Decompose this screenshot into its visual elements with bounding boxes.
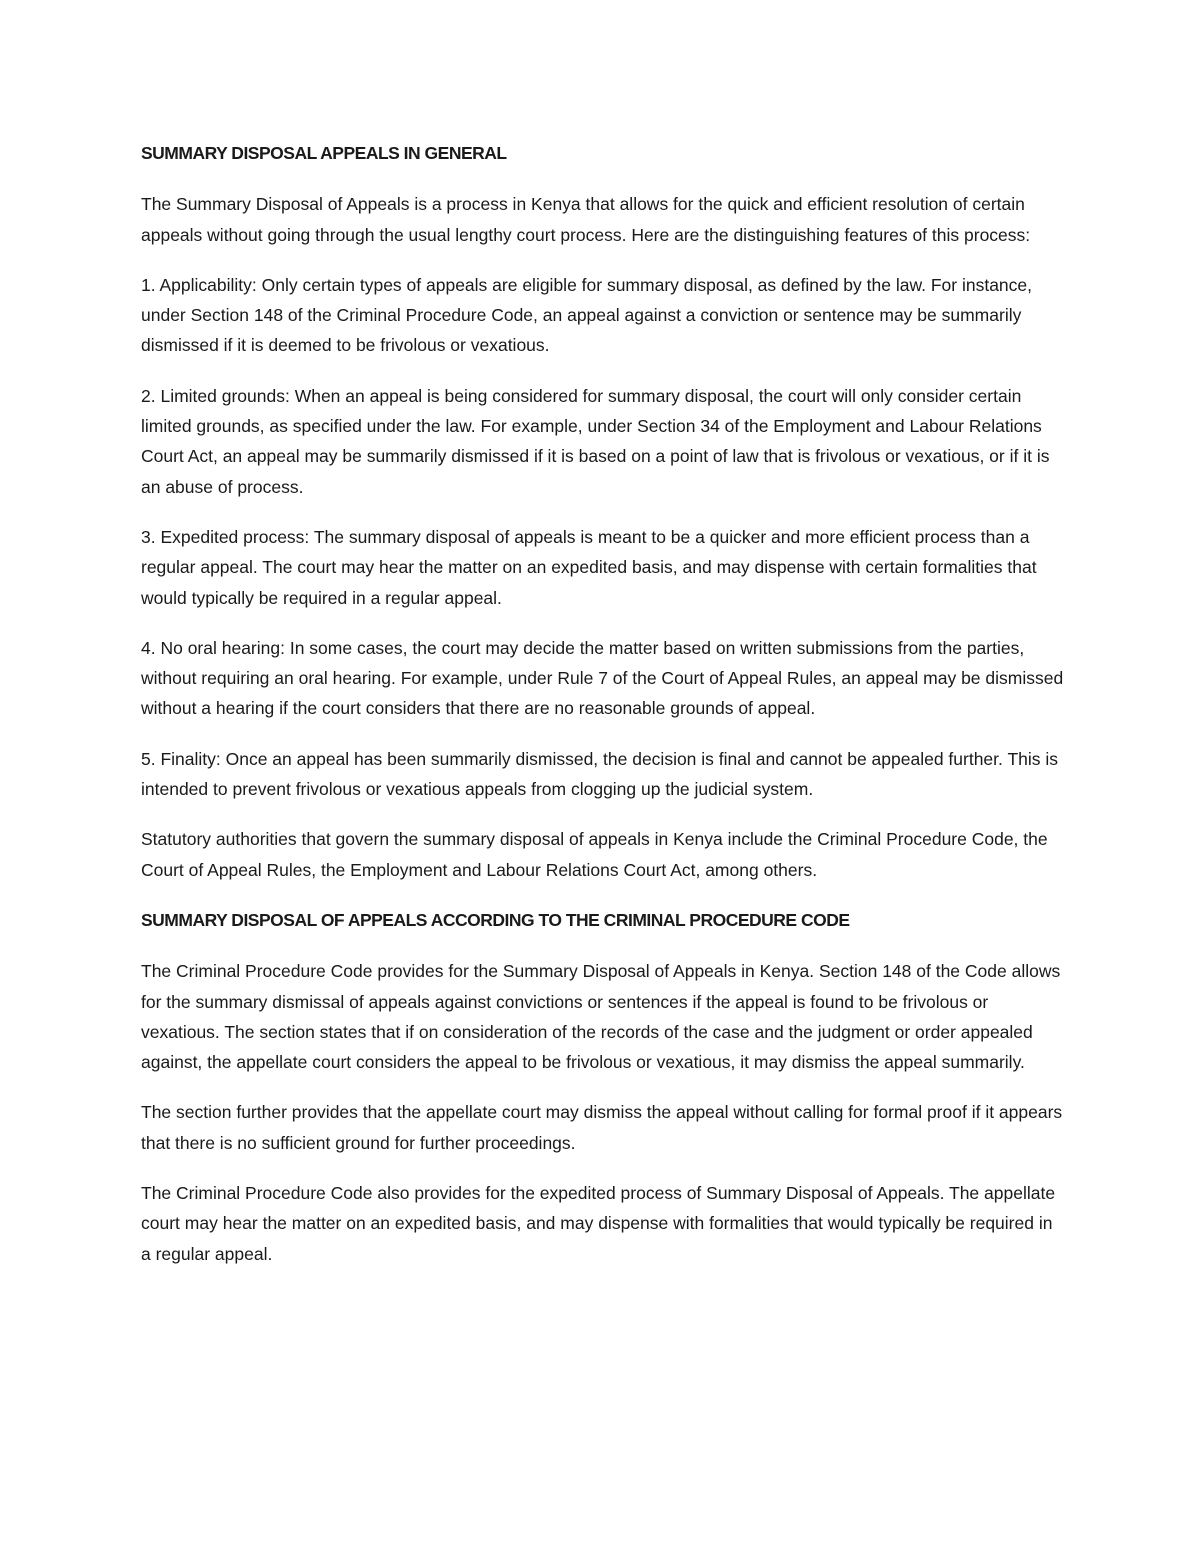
intro-paragraph: The Summary Disposal of Appeals is a process in Kenya that allows for the quick and efficient resolution of certain appeals without going through the usual lengthy court process. Here are the distinguishing features of this process: [141,194,1031,245]
feature-applicability: 1. Applicability: Only certain types of appeals are eligible for summary disposal, as defined by the law. For instance, under Section 148 of the Criminal Procedure Code, an appeal against a conviction or sentence may be summarily dismissed if it is deemed to be frivolous or vexatious. [141,274,1033,356]
feature-finality: 5. Finality: Once an appeal has been summarily dismissed, the decision is final and cannot be appealed further. This is intended to prevent frivolous or vexatious appeals from clogging up the judicial system. [141,748,1058,800]
cpc-paragraph-3: The Criminal Procedure Code also provides for the expedited process of Summary Disposal of Appeals. The appellate court may hear the matter on an expedited basis, and may dispense with formalities that would typically be required in a regular appeal. [141,1183,1056,1264]
cpc-paragraph-1: The Criminal Procedure Code provides for the Summary Disposal of Appeals in Kenya. Section 148 of the Code allows for the summary dismissal of appeals against convictions or sentences if the appeal is found to be frivolous or vexatious. The section states that if on consideration of the records of the case and the judgment or order appealed against, the appellate court considers the appeal to be frivolous or vexatious, it may dismiss the appeal summarily. [141,961,1061,1073]
document-page [141,138,1066,1289]
cpc-paragraph-2: The section further provides that the appellate court may dismiss the appeal without calling for formal proof if it appears that there is no sufficient ground for further proceedings. [141,1102,1063,1153]
statutory-authorities-paragraph: Statutory authorities that govern the summary disposal of appeals in Kenya include the Criminal Procedure Code, the Court of Appeal Rules, the Employment and Labour Relations Court Act, among others. [141,829,1048,880]
heading-summary-disposal-general: SUMMARY DISPOSAL APPEALS IN GENERAL [141,143,507,163]
feature-expedited-process: 3. Expedited process: The summary disposal of appeals is meant to be a quicker and more efficient process than a regular appeal. The court may hear the matter on an expedited basis, and may dispense with certain formalities that would typically be required in a regular appeal. [141,526,1037,608]
feature-limited-grounds: 2. Limited grounds: When an appeal is being considered for summary disposal, the court will only consider certain limited grounds, as specified under the law. For example, under Section 34 of the Employment and Labour Relations Court Act, an appeal may be summarily dismissed if it is based on a point of law that is frivolous or vexatious, or if it is an abuse of process. [141,385,1050,497]
heading-criminal-procedure-code: SUMMARY DISPOSAL OF APPEALS ACCORDING TO THE CRIMINAL PROCEDURE CODE [141,909,850,930]
feature-no-oral-hearing: 4. No oral hearing: In some cases, the court may decide the matter based on written submissions from the parties, without requiring an oral hearing. For example, under Rule 7 of the Court of Appeal Rules, an appeal may be dismissed without a hearing if the court considers that there are no reasonable grounds of appeal. [141,637,1064,719]
